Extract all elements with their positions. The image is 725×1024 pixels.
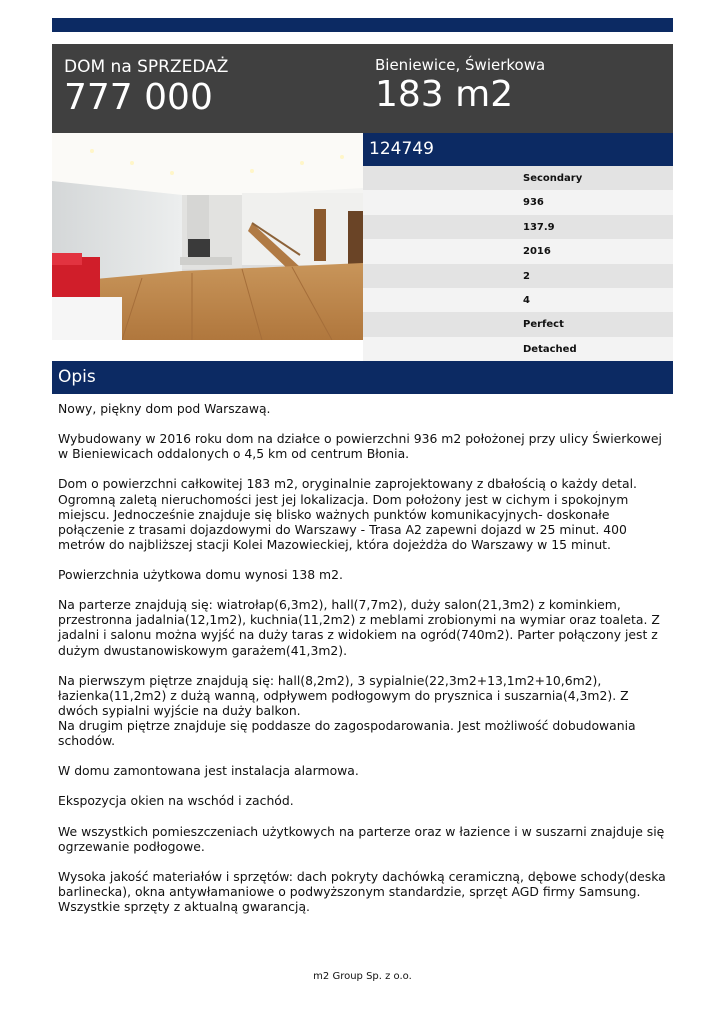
listing-price: 777 000 [64,77,213,118]
description-paragraph: W domu zamontowana jest instalacja alarmowa. [58,763,359,779]
listing-id: 124749 [369,139,434,159]
description-paragraph: Na drugim piętrze znajduje się poddasze do zagospodarowania. Jest możliwość dobudowania schodów. [58,717,636,749]
footer-company: m2 Group Sp. z o.o. [313,971,412,982]
property-photo [52,133,363,340]
description-body [58,401,670,914]
detail-row [363,190,673,214]
detail-value: Detached [523,343,577,355]
listing-location: Bieniewice, Świerkowa [375,56,546,74]
description-paragraph: Nowy, piękny dom pod Warszawą. [58,401,271,416]
description-paragraph: Na parterze znajdują się: wiatrołap(6,3m2), hall(7,7m2), duży salon(21,3m2) z kominkiem, przestronna jadalnia(12,1m2), kuchnia(11,2m2) z meblami zrobionymi na wymiar oraz toaleta. Z jadalni i salonu można wyjść na duży taras z widokiem na ogród(740m2). Parter połączony jest z dużym dwustanowiskowym garażem(41,3m2). [58,597,660,658]
description-paragraph: Wybudowany w 2016 roku dom na działce o powierzchni 936 m2 położonej przy ulicy Świerkowej w Bieniewicach oddalonych o 4,5 km od centrum Błonia. [58,431,662,462]
detail-value: Secondary [523,173,583,184]
detail-value: 2016 [523,246,551,258]
description-heading: Opis [58,367,96,387]
description-heading-bar [52,361,673,394]
details-table [363,166,673,361]
detail-row [363,337,673,361]
listing-area: 183 m2 [375,74,514,115]
listing-id-bar [363,133,673,166]
description-paragraph: Dom o powierzchni całkowitej 183 m2, oryginalnie zaprojektowany z dbałością o każdy detal. Ogromną zaletą nieruchomości jest jej lokalizacja. Dom położony jest w cichym i spokojnym miejscu. Jednocześnie znajduje się blisko ważnych punktów komunikacyjnych- doskonałe połączenie z trasami dojazdowymi do Warszawy - Trasa A2 zapewni dojazd w 25 minut. 400 metrów do najbliższej stacji Kolei Mazowieckiej, która dojeżdża do Warszawy w 15 minut. [58,476,637,552]
detail-row [363,215,673,239]
detail-row [363,312,673,336]
detail-value: 137.9 [523,221,555,233]
detail-value: 936 [523,197,544,209]
detail-value: Perfect [523,319,564,331]
top-accent-bar [52,18,673,32]
listing-header [52,44,673,133]
detail-value: 2 [523,270,530,282]
detail-row [363,264,673,288]
description-paragraph: Na pierwszym piętrze znajdują się: hall(8,2m2), 3 sypialnie(22,3m2+13,1m2+10,6m2), łazienka(11,2m2) z dużą wanną, odpływem podłogowym do prysznica i suszarnia(4,3m2). Z dwóch sypialni wyjście na duży balkon. [58,672,629,718]
detail-value: 4 [523,294,530,306]
listing-type: DOM na SPRZEDAŻ [64,57,229,77]
detail-row [363,239,673,263]
detail-row [363,166,673,190]
description-paragraph: Wysoka jakość materiałów i sprzętów: dach pokryty dachówką ceramiczną, dębowe schody(deska barlinecka), okna antywłamaniowe o podwyższonym standardzie, sprzęt AGD firmy Samsung. Wszystkie sprzęty z aktualną gwarancją. [58,868,666,915]
description-paragraph: We wszystkich pomieszczeniach użytkowych na parterze oraz w łazience i w suszarni znajduje się ogrzewanie podłogowe. [58,823,665,854]
description-paragraph: Ekspozycja okien na wschód i zachód. [58,793,294,809]
description-paragraph: Powierzchnia użytkowa domu wynosi 138 m2. [58,567,343,583]
detail-row [363,288,673,312]
